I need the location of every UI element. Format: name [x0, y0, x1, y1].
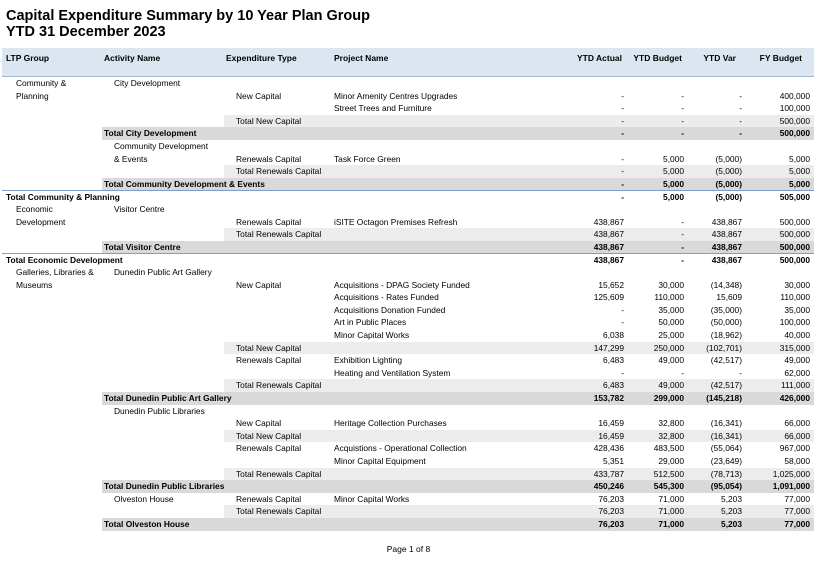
table-row	[2, 518, 814, 531]
cell-fy-budget: 500,000	[779, 241, 810, 252]
cell-ytd-var: (5,000)	[715, 153, 742, 164]
cell-ytd-budget: 250,000	[653, 342, 684, 353]
table-row	[2, 430, 814, 443]
cell-ltp-group: Economic	[16, 204, 53, 214]
cell-ytd-budget: 35,000	[658, 304, 684, 315]
total-row-shading	[102, 241, 814, 254]
cell-ytd-actual: 76,203	[598, 519, 624, 529]
cell-activity-name: Total Dunedin Public Art Gallery	[104, 393, 232, 403]
table-row	[2, 228, 814, 241]
table-row	[2, 216, 814, 229]
cell-activity-name: Dunedin Public Art Gallery	[114, 267, 212, 277]
cell-ytd-var: (35,000)	[710, 304, 742, 315]
table-row	[2, 367, 814, 380]
cell-fy-budget: 40,000	[784, 330, 810, 340]
cell-fy-budget: 100,000	[779, 317, 810, 328]
cell-fy-budget: 505,000	[779, 192, 810, 203]
cell-ytd-var: (5,000)	[715, 178, 742, 189]
cell-activity-name: Visitor Centre	[114, 204, 165, 214]
table-row	[2, 392, 814, 405]
subtotal-row-shading	[224, 115, 814, 128]
col-header-fy-budget: FY Budget	[759, 53, 802, 63]
col-header-ytd-var: YTD Var	[703, 53, 736, 63]
cell-ytd-var: (14,348)	[710, 279, 742, 290]
cell-ytd-budget: 5,000	[663, 153, 684, 164]
cell-project-name: Acquistions - Operational Collection	[334, 443, 467, 454]
cell-fy-budget: 62,000	[784, 367, 810, 378]
cell-fy-budget: 77,000	[784, 493, 810, 504]
table-row	[2, 266, 814, 279]
cell-fy-budget: 500,000	[779, 115, 810, 126]
cell-fy-budget: 426,000	[779, 393, 810, 403]
col-header-ltp-group: LTP Group	[6, 53, 50, 63]
cell-fy-budget: 315,000	[779, 342, 810, 353]
cell-ytd-budget: -	[681, 128, 684, 139]
cell-fy-budget: 5,000	[789, 153, 810, 164]
cell-ltp-group: Museums	[16, 279, 53, 290]
cell-project-name: Exhibition Lighting	[334, 355, 402, 366]
cell-ytd-budget: 29,000	[658, 456, 684, 466]
cell-expenditure-type: Renewals Capital	[236, 216, 302, 227]
cell-project-name: Acquisitions Donation Funded	[334, 304, 446, 315]
table-row	[2, 77, 814, 90]
cell-fy-budget: 30,000	[784, 279, 810, 290]
cell-fy-budget: 5,000	[789, 166, 810, 177]
cell-fy-budget: 500,000	[779, 255, 810, 266]
cell-ytd-var: 5,203	[721, 493, 742, 504]
table-row	[2, 127, 814, 140]
cell-fy-budget: 1,025,000	[772, 468, 810, 479]
cell-ltp-group: Galleries, Libraries &	[16, 267, 94, 277]
cell-ytd-budget: 5,000	[663, 166, 684, 177]
cell-ytd-actual: 438,867	[593, 216, 624, 227]
cell-ytd-budget: 5,000	[663, 178, 684, 189]
cell-ytd-var: 438,867	[711, 255, 742, 266]
cell-ytd-actual: 125,609	[593, 292, 624, 303]
cell-ytd-budget: -	[681, 229, 684, 240]
cell-ytd-actual: -	[621, 192, 624, 203]
table-row	[2, 493, 814, 506]
cell-ytd-var: (78,713)	[710, 468, 742, 479]
cell-project-name: Minor Capital Works	[334, 493, 410, 504]
cell-fy-budget: 66,000	[784, 418, 810, 429]
cell-ytd-var: -	[739, 367, 742, 378]
report-title	[6, 8, 370, 40]
cell-expenditure-type: Total New Capital	[236, 342, 302, 353]
cell-activity-name: City Development	[114, 78, 181, 88]
page-footer: Page 1 of 8	[386, 544, 431, 554]
cell-ytd-var: -	[739, 128, 742, 139]
cell-ytd-actual: 153,782	[593, 393, 624, 403]
cell-ytd-var: 15,609	[716, 292, 742, 303]
cell-ytd-actual: 6,483	[603, 380, 624, 391]
table-header	[2, 48, 814, 77]
cell-ytd-var: (5,000)	[715, 166, 742, 177]
cell-activity-name: Total Community Development & Events	[104, 178, 265, 189]
cell-project-name: Acquisitions - DPAG Society Funded	[334, 279, 470, 290]
cell-ytd-actual: 438,867	[593, 229, 624, 240]
table-row	[2, 379, 814, 392]
cell-ytd-var: -	[739, 103, 742, 114]
cell-ytd-actual: 428,436	[593, 443, 624, 454]
report-title-line2: YTD 31 December 2023	[6, 24, 166, 40]
cell-activity-name: Total Dunedin Public Libraries	[104, 481, 225, 492]
cell-ytd-budget: 71,000	[658, 506, 684, 517]
cell-fy-budget: 500,000	[779, 216, 810, 227]
cell-ytd-var: (50,000)	[710, 317, 742, 328]
cell-project-name: Art in Public Places	[334, 317, 407, 328]
cell-expenditure-type: Total Renewals Capital	[236, 229, 322, 240]
col-header-activity-name: Activity Name	[104, 53, 161, 63]
cell-ytd-budget: 49,000	[658, 355, 684, 366]
cell-ytd-var: 5,203	[721, 506, 742, 517]
cell-activity-name: Dunedin Public Libraries	[114, 405, 205, 416]
table-row	[2, 342, 814, 355]
cell-fy-budget: 500,000	[779, 229, 810, 240]
cell-activity-name: Community Development	[114, 141, 209, 151]
cell-ytd-actual: 438,867	[593, 255, 624, 266]
cell-fy-budget: 49,000	[784, 355, 810, 366]
cell-ytd-var: 438,867	[711, 241, 742, 252]
cell-fy-budget: 110,000	[780, 292, 810, 303]
table-row	[2, 442, 814, 455]
cell-ytd-budget: -	[681, 216, 684, 227]
cell-expenditure-type: Renewals Capital	[236, 355, 302, 366]
cell-ytd-actual: 438,867	[593, 241, 624, 252]
table-row	[2, 102, 814, 115]
table-row	[2, 279, 814, 292]
cell-ytd-budget: 483,500	[653, 443, 684, 454]
table-row	[2, 505, 814, 518]
cell-ytd-budget: 32,800	[658, 430, 684, 441]
cell-ytd-actual: 15,652	[598, 279, 624, 290]
cell-activity-name: Total City Development	[104, 128, 197, 139]
cell-ytd-actual: 450,246	[593, 481, 624, 492]
cell-ltp-group: Development	[16, 216, 66, 227]
cell-ytd-actual: 147,299	[593, 342, 624, 353]
cell-fy-budget: 100,000	[779, 103, 810, 114]
cell-project-name: iSITE Octagon Premises Refresh	[334, 216, 458, 227]
cell-fy-budget: 5,000	[789, 178, 810, 189]
table-row	[2, 90, 814, 103]
cell-expenditure-type: Total Renewals Capital	[236, 166, 322, 177]
cell-activity-name: & Events	[114, 153, 148, 164]
cell-ytd-budget: 49,000	[658, 380, 684, 391]
cell-ytd-var: (18,962)	[710, 330, 742, 340]
cell-ytd-budget: 71,000	[658, 519, 684, 529]
table-row	[2, 153, 814, 166]
cell-expenditure-type: Renewals Capital	[236, 443, 302, 454]
cell-ytd-actual: -	[621, 115, 624, 126]
cell-project-name: Task Force Green	[334, 153, 401, 164]
cell-ltp-group: Community &	[16, 78, 67, 88]
table-row	[2, 316, 814, 329]
cell-expenditure-type: Total Renewals Capital	[236, 468, 322, 479]
cell-ytd-budget: 32,800	[658, 418, 684, 429]
cell-project-name: Minor Capital Works	[334, 330, 410, 340]
cell-fy-budget: 967,000	[779, 443, 810, 454]
table-row	[2, 354, 814, 367]
cell-expenditure-type: Total Renewals Capital	[236, 380, 322, 391]
cell-expenditure-type: New Capital	[236, 90, 282, 101]
cell-ytd-var: -	[739, 115, 742, 126]
cell-fy-budget: 58,000	[784, 456, 810, 466]
cell-ytd-var: 438,867	[711, 229, 742, 240]
col-header-expenditure-type: Expenditure Type	[226, 53, 297, 63]
table-row	[2, 253, 814, 267]
cell-fy-budget: 111,000	[780, 380, 810, 391]
table-row	[2, 329, 814, 342]
table-row	[2, 165, 814, 178]
cell-ytd-budget: 512,500	[653, 468, 684, 479]
cell-ytd-budget: -	[681, 115, 684, 126]
cell-project-name: Acquisitions - Rates Funded	[334, 292, 439, 303]
table-row	[2, 190, 814, 204]
cell-ytd-var: (95,054)	[710, 481, 742, 492]
col-header-project-name: Project Name	[334, 53, 389, 63]
cell-activity-name: Olveston House	[114, 493, 174, 504]
cell-ytd-actual: -	[621, 90, 624, 101]
cell-ytd-budget: 71,000	[658, 493, 684, 504]
table-row	[2, 291, 814, 304]
cell-ytd-actual: 6,483	[603, 355, 624, 366]
cell-ytd-actual: -	[621, 367, 624, 378]
cell-ytd-actual: -	[621, 166, 624, 177]
cell-expenditure-type: Total Renewals Capital	[236, 506, 322, 517]
table-row	[2, 203, 814, 216]
table-row	[2, 468, 814, 481]
cell-ytd-var: (42,517)	[710, 380, 742, 391]
cell-ytd-actual: -	[621, 317, 624, 328]
total-row-shading	[102, 127, 814, 140]
cell-fy-budget: 66,000	[784, 430, 810, 441]
cell-ytd-actual: 16,459	[598, 418, 624, 429]
cell-ytd-actual: -	[621, 153, 624, 164]
cell-ytd-var: (16,341)	[710, 418, 742, 429]
cell-expenditure-type: New Capital	[236, 279, 282, 290]
cell-ytd-budget: 50,000	[658, 317, 684, 328]
cell-fy-budget: 35,000	[784, 304, 810, 315]
cell-ytd-budget: -	[681, 255, 684, 266]
col-header-ytd-budget: YTD Budget	[633, 53, 682, 63]
cell-ytd-budget: -	[681, 90, 684, 101]
cell-ytd-budget: 299,000	[653, 393, 684, 403]
cell-ytd-actual: -	[621, 103, 624, 114]
cell-project-name: Heating and Ventilation System	[334, 367, 451, 378]
cell-activity-name: Total Visitor Centre	[104, 241, 181, 252]
cell-ytd-budget: -	[681, 103, 684, 114]
cell-ytd-budget: 5,000	[663, 192, 684, 203]
cell-ltp-group: Planning	[16, 90, 49, 101]
table-row	[2, 178, 814, 191]
table-row	[2, 241, 814, 254]
cell-expenditure-type: Renewals Capital	[236, 493, 302, 504]
cell-ytd-actual: 76,203	[598, 506, 624, 517]
cell-ytd-actual: 6,038	[603, 330, 624, 340]
total-row-shading	[102, 518, 814, 531]
cell-project-name: Minor Capital Equipment	[334, 456, 426, 466]
cell-ltp-group: Total Economic Development	[6, 255, 123, 266]
cell-expenditure-type: New Capital	[236, 418, 282, 429]
cell-ltp-group: Total Community & Planning	[6, 192, 120, 203]
cell-ytd-actual: 433,787	[593, 468, 624, 479]
cell-ytd-budget: 545,300	[653, 481, 684, 492]
cell-ytd-var: (16,341)	[710, 430, 742, 441]
cell-ytd-budget: 25,000	[658, 330, 684, 340]
cell-ytd-budget: -	[681, 367, 684, 378]
cell-expenditure-type: Total New Capital	[236, 115, 302, 126]
cell-expenditure-type: Renewals Capital	[236, 153, 302, 164]
cell-ytd-actual: 5,351	[603, 456, 624, 466]
cell-ytd-var: (42,517)	[710, 355, 742, 366]
col-header-ytd-actual: YTD Actual	[576, 53, 622, 63]
cell-ytd-var: -	[739, 90, 742, 101]
cell-ytd-actual: -	[621, 178, 624, 189]
cell-project-name: Street Trees and Furniture	[334, 103, 432, 114]
cell-ytd-actual: -	[621, 128, 624, 139]
cell-ytd-budget: 110,000	[654, 292, 684, 303]
cell-ytd-var: (102,701)	[706, 342, 742, 353]
table-row	[2, 480, 814, 493]
cell-fy-budget: 500,000	[779, 128, 810, 139]
table-row	[2, 304, 814, 317]
cell-ytd-var: (23,649)	[710, 456, 742, 466]
table-row	[2, 417, 814, 430]
cell-project-name: Heritage Collection Purchases	[334, 418, 447, 429]
cell-ytd-var: (5,000)	[715, 192, 742, 203]
table-row	[2, 115, 814, 128]
cell-ytd-actual: 16,459	[598, 430, 624, 441]
cell-project-name: Minor Amenity Centres Upgrades	[334, 90, 458, 101]
cell-fy-budget: 77,000	[784, 519, 810, 529]
cell-ytd-actual: 76,203	[598, 493, 624, 504]
table-row	[2, 455, 814, 468]
cell-fy-budget: 1,091,000	[772, 481, 810, 492]
cell-ytd-var: 438,867	[711, 216, 742, 227]
cell-ytd-budget: -	[681, 241, 684, 252]
cell-ytd-budget: 30,000	[658, 279, 684, 290]
cell-fy-budget: 77,000	[784, 506, 810, 517]
table-row	[2, 140, 814, 153]
cell-activity-name: Total Olveston House	[104, 519, 190, 529]
cell-ytd-var: (55,064)	[710, 443, 742, 454]
cell-ytd-actual: -	[621, 304, 624, 315]
cell-fy-budget: 400,000	[779, 90, 810, 101]
table-row	[2, 405, 814, 418]
cell-ytd-var: 5,203	[721, 519, 742, 529]
report-title-line1: Capital Expenditure Summary by 10 Year Plan Group	[6, 8, 370, 24]
cell-ytd-var: (145,218)	[706, 393, 742, 403]
cell-expenditure-type: Total New Capital	[236, 430, 302, 441]
